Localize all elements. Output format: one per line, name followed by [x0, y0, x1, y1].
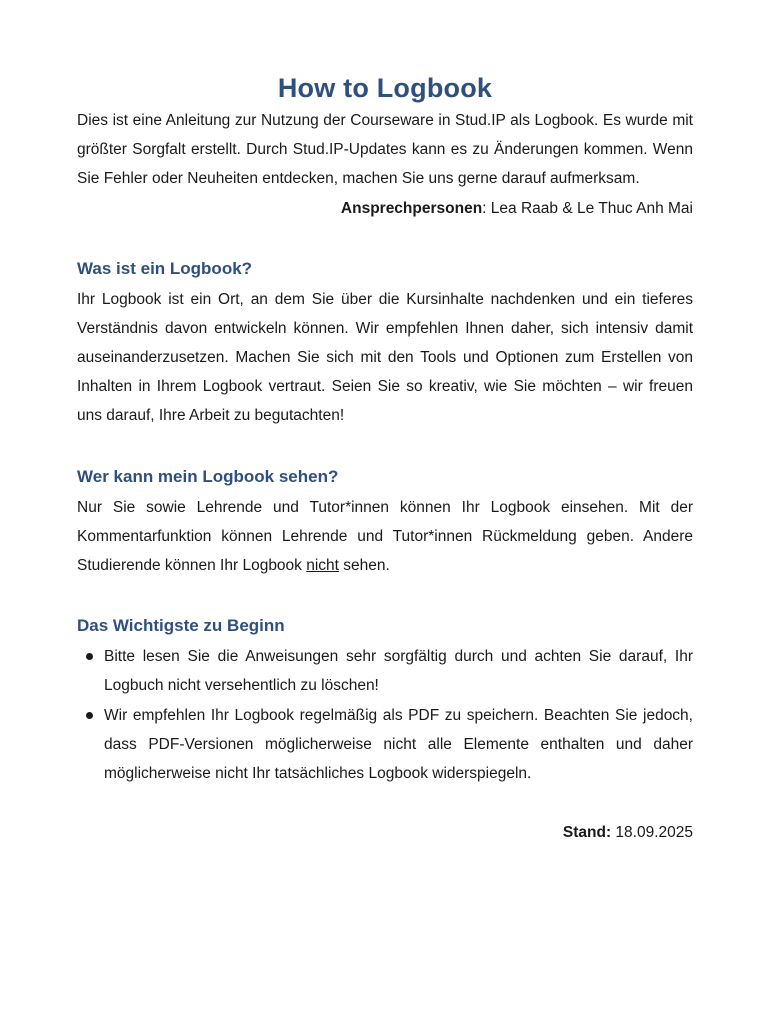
stand-label: Stand: [562, 824, 612, 842]
contacts-label: Ansprechpersonen [340, 199, 483, 217]
section-heading: Wer kann mein Logbook sehen? [77, 466, 339, 486]
contacts-line [77, 194, 693, 223]
section-what-is-logbook [77, 254, 693, 431]
list-item [77, 701, 693, 789]
paragraph-text-before: Nur Sie sowie Lehrende und Tutor*innen können Ihr Logbook einsehen. Mit der Kommentarfunktion können Lehrende und Tutor*innen Rückmeldung geben. Andere Studierende können Ihr Logbook [77, 498, 693, 575]
bullet-icon [86, 712, 93, 719]
intro-paragraph: Dies ist eine Anleitung zur Nutzung der Courseware in Stud.IP als Logbook. Es wurde mit größter Sorgfalt erstellt. Durch Stud.IP-Updates kann es zu Änderungen kommen. Wenn Sie Fehler oder Neuheiten entdecken, machen Sie uns gerne darauf aufmerksam. [77, 112, 693, 188]
section-heading: Das Wichtigste zu Beginn [77, 616, 285, 636]
section-who-can-see [77, 462, 693, 581]
section-most-important [77, 611, 693, 788]
section-paragraph: Ihr Logbook ist ein Ort, an dem Sie über die Kursinhalte nachdenken und ein tieferes Verständnis davon entwickeln können. Wir empfehlen Ihnen daher, sich intensiv damit auseinanderzusetzen. Machen Sie sich mit den Tools und Optionen zum Erstellen von Inhalten in Ihrem Logbook vertraut. Seien Sie so kreativ, wie Sie möchten – wir freuen uns darauf, Ihre Arbeit zu begutachten! [77, 290, 693, 425]
section-heading: Was ist ein Logbook? [77, 258, 253, 278]
list-item-text: Wir empfehlen Ihr Logbook regelmäßig als PDF zu speichern. Beachten Sie jedoch, dass PDF-Versionen möglicherweise nicht alle Elemente enthalten und daher möglicherweise nicht Ihr tatsächliches Logbook widerspiegeln. [104, 706, 693, 783]
list-item [77, 642, 693, 700]
underlined-word: nicht [306, 557, 339, 575]
paragraph-text-after: sehen. [338, 557, 390, 575]
section-paragraph [77, 493, 693, 581]
stand-date: 18.09.2025 [611, 824, 693, 842]
contacts-value: : Lea Raab & Le Thuc Anh Mai [482, 199, 693, 217]
bullet-icon [86, 653, 93, 660]
page-title: How to Logbook [277, 73, 493, 103]
bullet-list [77, 642, 693, 788]
stand-line [77, 818, 693, 847]
list-item-text: Bitte lesen Sie die Anweisungen sehr sorgfältig durch und achten Sie darauf, Ihr Logbuch nicht versehentlich zu löschen! [104, 648, 693, 695]
